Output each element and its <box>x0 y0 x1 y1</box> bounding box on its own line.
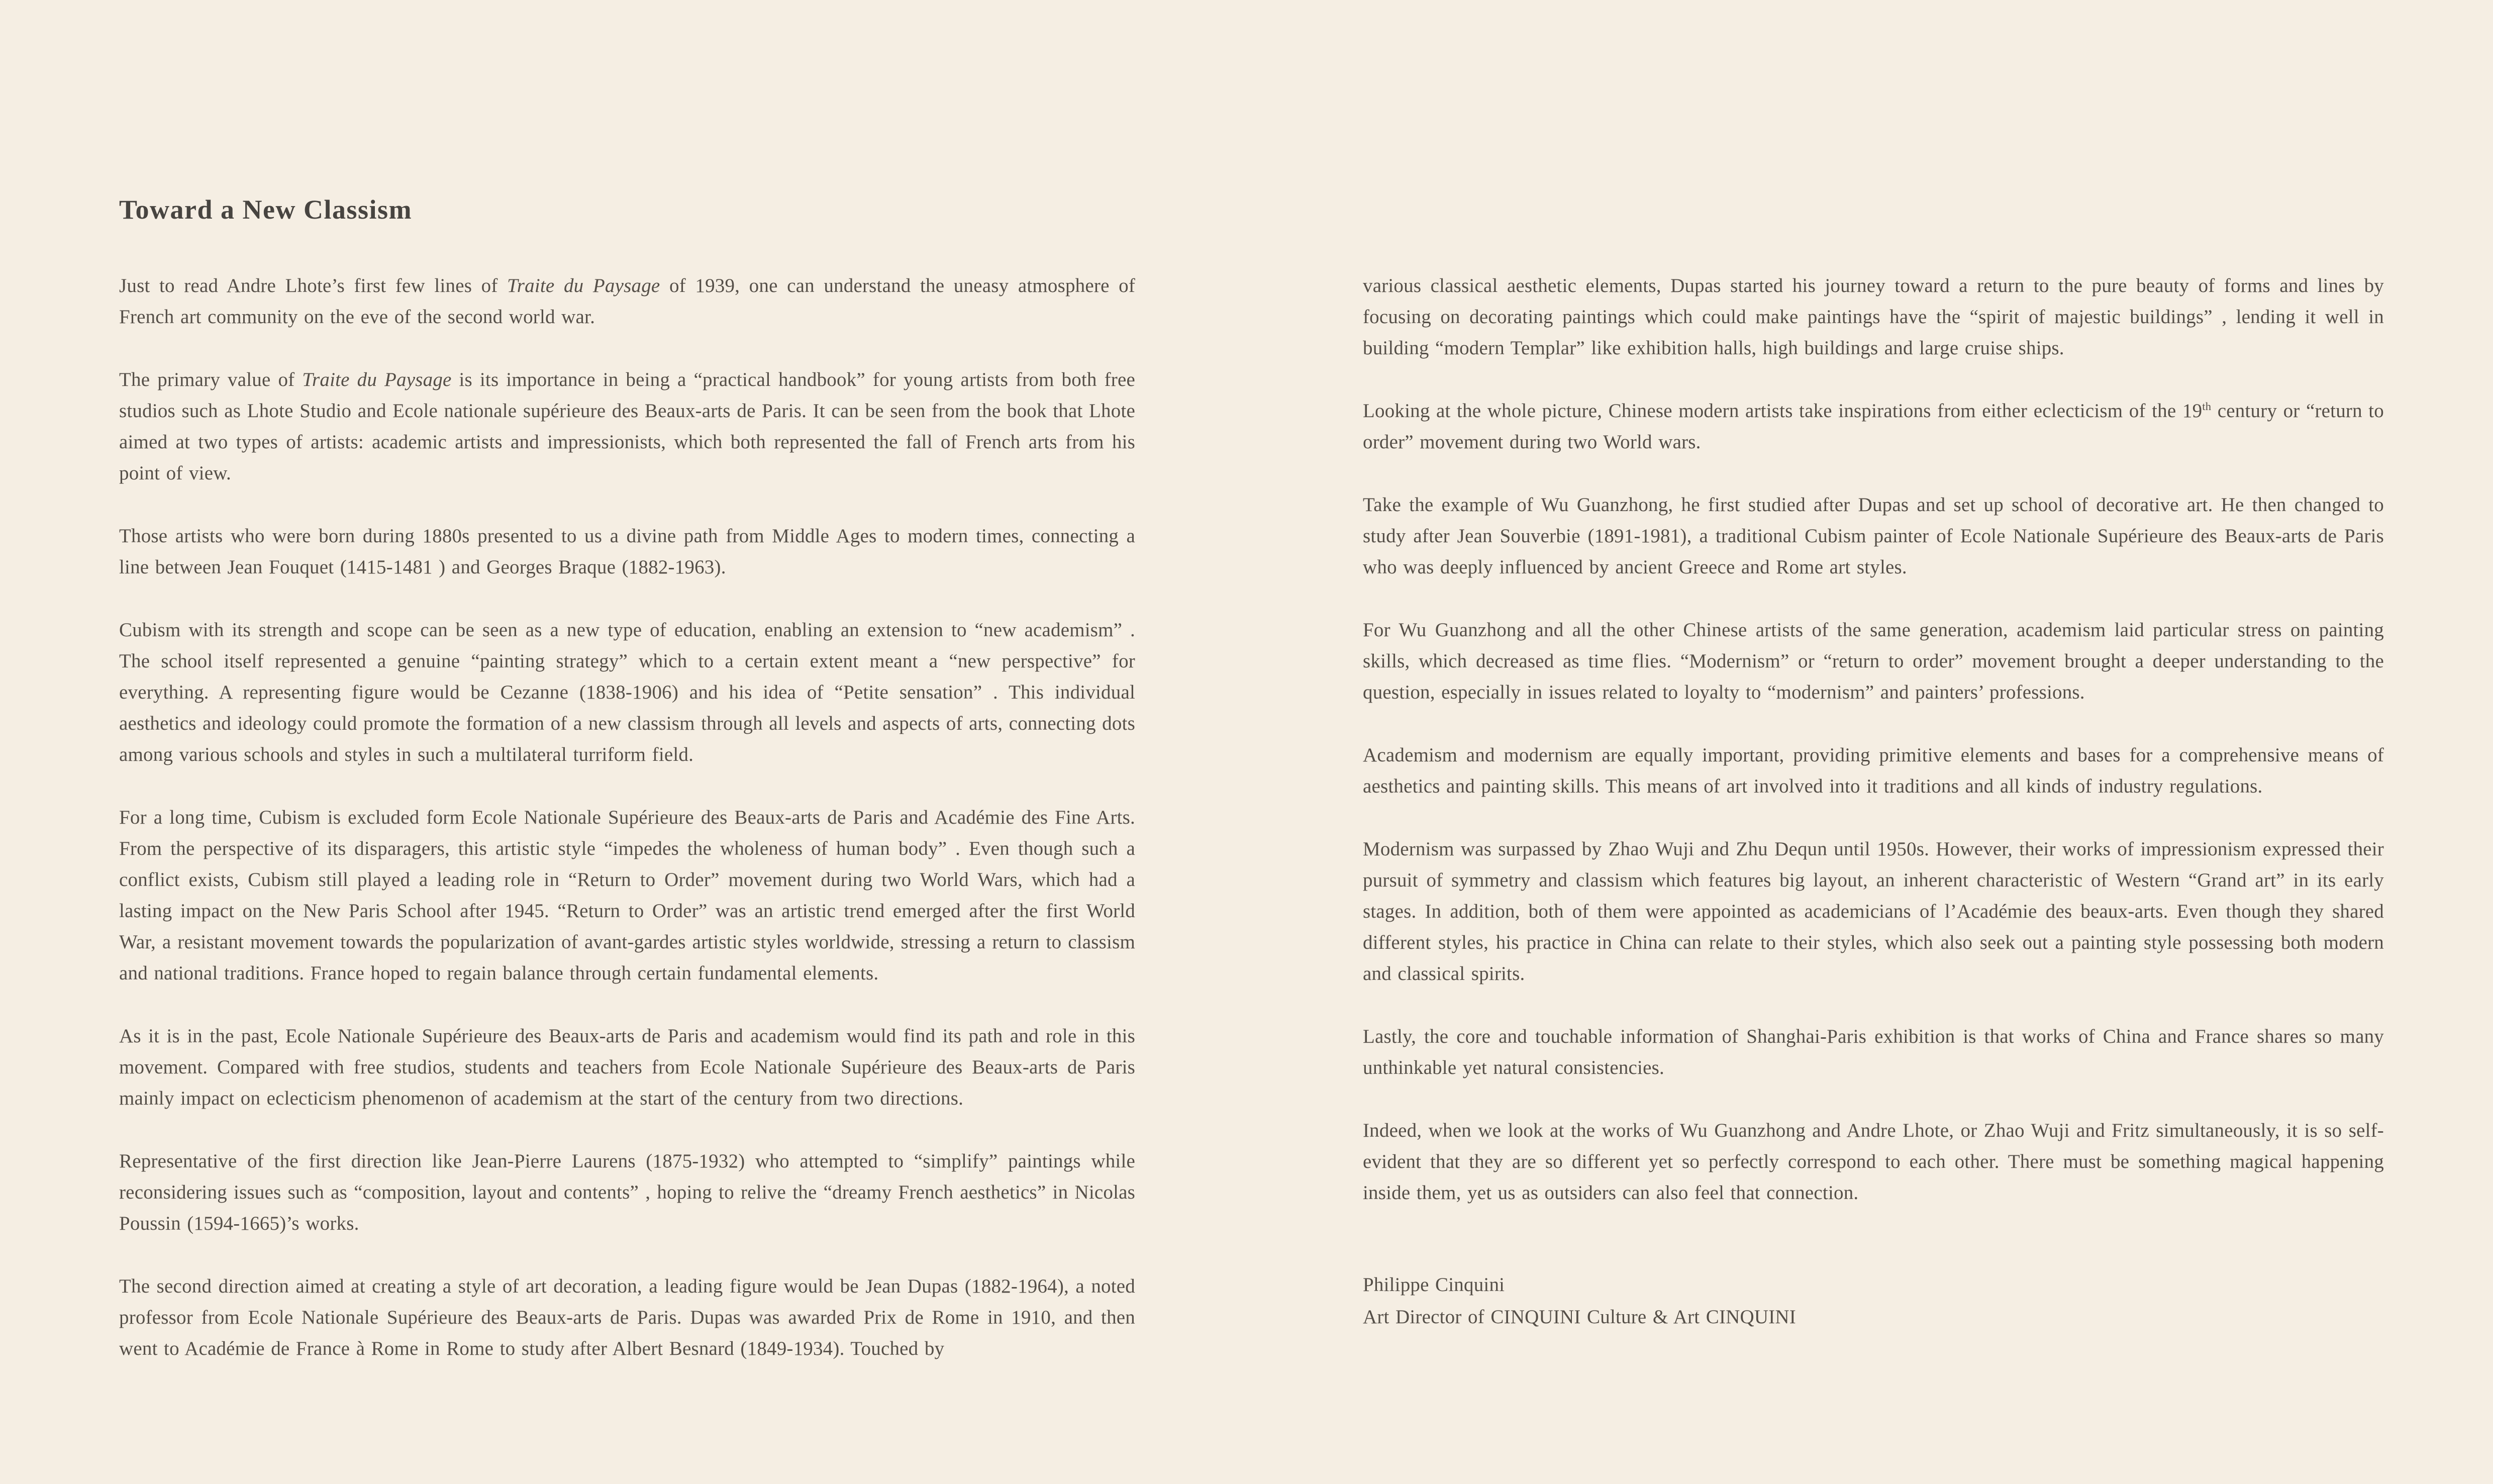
signature-name: Philippe Cinquini <box>1363 1274 1505 1296</box>
paragraph: Just to read Andre Lhote’s first few lines of Traite du Paysage of 1939, one can understand the uneasy atmosphere of French art community on the eve of the second world war. <box>119 275 1136 328</box>
paragraph: Lastly, the core and touchable information of Shanghai-Paris exhibition is that works of China and France shares so many unthinkable yet natural consistencies. <box>1363 1026 2384 1078</box>
paragraph: various classical aesthetic elements, Dupas started his journey toward a return to the pure beauty of forms and lines by focusing on decorating paintings which could make paintings have the “spirit of majestic buildings” , lending it well in building “modern Templar” like exhibition halls, high buildings and large cruise ships. <box>1363 275 2384 359</box>
paragraph: As it is in the past, Ecole Nationale Supérieure des Beaux-arts de Paris and academism would find its path and role in this movement. Compared with free studios, students and teachers from Ecole Nationale Supérieure des Beaux-arts de Paris mainly impact on eclecticism phenomenon of academism at the start of the century from two directions. <box>119 1025 1135 1109</box>
paragraph: The second direction aimed at creating a style of art decoration, a leading figure would be Jean Dupas (1882-1964), a noted professor from Ecole Nationale Supérieure des Beaux-arts de Paris. Dupas was awarded Prix de Rome in 1910, and then went to Académie de France à Rome in Rome to study after Albert Besnard (1849-1934). Touched by <box>119 1275 1135 1359</box>
signature-role: Art Director of CINQUINI Culture & Art CINQUINI <box>1363 1306 1796 1328</box>
paragraph: Take the example of Wu Guanzhong, he first studied after Dupas and set up school of decorative art. He then changed to study after Jean Souverbie (1891-1981), a traditional Cubism painter of Ecole Nationale Supérieure des Beaux-arts de Paris who was deeply influenced by ancient Greece and Rome art styles. <box>1363 494 2384 578</box>
paragraph: Cubism with its strength and scope can be seen as a new type of education, enabling an extension to “new academism” . The school itself represented a genuine “painting strategy” which to a certain extent meant a “new perspective” for everything. A representing figure would be Cezanne (1838-1906) and his idea of “Petite sensation” . This individual aesthetics and ideology could promote the formation of a new classism through all levels and aspects of arts, connecting dots among various schools and styles in such a multilateral turriform field. <box>119 619 1135 765</box>
paragraph: For Wu Guanzhong and all the other Chinese artists of the same generation, academism laid particular stress on painting skills, which decreased as time flies. “Modernism” or “return to order” movement brought a deeper understanding to the question, especially in issues related to loyalty to “modernism” and painters’ professions. <box>1363 619 2384 703</box>
paragraph: Academism and modernism are equally important, providing primitive elements and bases for a comprehensive means of aesthetics and painting skills. This means of art involved into it traditions and all kinds of industry regulations. <box>1363 744 2384 797</box>
signature-block <box>1363 1269 2384 1333</box>
paragraph: Indeed, when we look at the works of Wu Guanzhong and Andre Lhote, or Zhao Wuji and Fritz simultaneously, it is so self-evident that they are so different yet so perfectly correspond to each other. There must be something magical happening inside them, yet us as outsiders can also feel that connection. <box>1363 1120 2384 1204</box>
paragraph: The primary value of Traite du Paysage is its importance in being a “practical handbook” for young artists from both free studios such as Lhote Studio and Ecole nationale supérieure des Beaux-arts de Paris. It can be seen from the book that Lhote aimed at two types of artists: academic artists and impressionists, which both represented the fall of French arts from his point of view. <box>119 369 1135 484</box>
right-column <box>1363 270 2384 1333</box>
paragraph: For a long time, Cubism is excluded form Ecole Nationale Supérieure des Beaux-arts de Paris and Académie des Fine Arts. From the perspective of its disparagers, this artistic style “impedes the wholeness of human body” . Even though such a conflict exists, Cubism still played a leading role in “Return to Order” movement during two World Wars, which had a lasting impact on the New Paris School after 1945. “Return to Order” was an artistic trend emerged after the first World War, a resistant movement towards the popularization of avant-gardes artistic styles worldwide, stressing a return to classism and national traditions. France hoped to regain balance through certain fundamental elements. <box>119 807 1135 984</box>
paragraph: Those artists who were born during 1880s presented to us a divine path from Middle Ages to modern times, connecting a line between Jean Fouquet (1415-1481 ) and Georges Braque (1882-1963). <box>119 525 1135 578</box>
left-column <box>119 270 1135 1396</box>
paragraph: Representative of the first direction like Jean-Pierre Laurens (1875-1932) who attempted to “simplify” paintings while reconsidering issues such as “composition, layout and contents” , hoping to relive the “dreamy French aesthetics” in Nicolas Poussin (1594-1665)’s works. <box>119 1150 1135 1234</box>
paragraph: Modernism was surpassed by Zhao Wuji and Zhu Dequn until 1950s. However, their works of impressionism expressed their pursuit of symmetry and classism which features big layout, an inherent characteristic of Western “Grand art” in its early stages. In addition, both of them were appointed as academicians of l’Académie des beaux-arts. Even though they shared different styles, his practice in China can relate to their styles, which also seek out a painting style possessing both modern and classical spirits. <box>1363 838 2384 984</box>
paragraph: Looking at the whole picture, Chinese modern artists take inspirations from either eclecticism of the 19th century or “return to order” movement during two World wars. <box>1363 400 2384 453</box>
document-title: Toward a New Classism <box>119 194 413 225</box>
